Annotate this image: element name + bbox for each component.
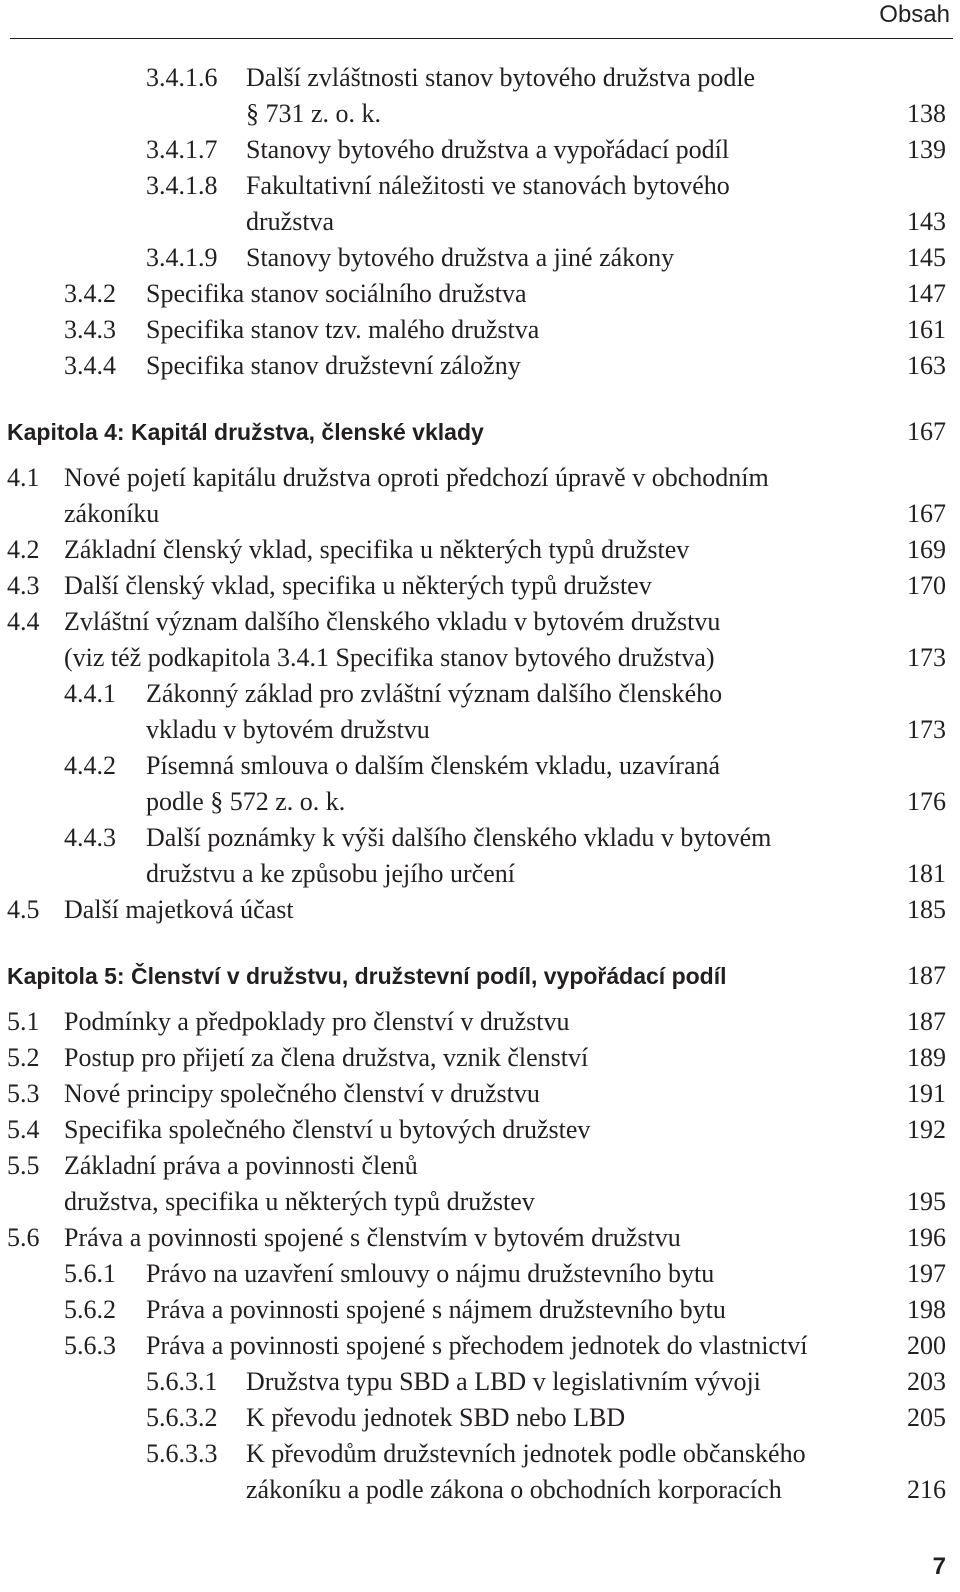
toc-entry-title: zákoníku a podle zákona o obchodních korporacích <box>246 1475 782 1504</box>
toc-entry-number: 5.6.1 <box>64 1259 116 1288</box>
toc-entry[interactable] <box>0 1148 960 1220</box>
toc-entry-title: Fakultativní náležitosti ve stanovách bytového <box>246 171 730 200</box>
toc-entry[interactable] <box>0 276 960 312</box>
toc-entry-page-number: 169 <box>907 535 946 564</box>
toc-entry-page-number: 192 <box>907 1115 946 1144</box>
toc-entry-page-number: 216 <box>907 1475 946 1504</box>
toc-entry[interactable] <box>0 676 960 748</box>
chapter-title: Kapitola 5: Členství v družstvu, družstevní podíl, vypořádací podíl <box>7 963 727 989</box>
toc-entry[interactable] <box>0 532 960 568</box>
toc-entry-title: družstva <box>246 207 335 236</box>
toc-chapter-heading[interactable] <box>0 414 960 450</box>
chapter-title: Kapitola 4: Kapitál družstva, členské vklady <box>7 419 484 445</box>
toc-entry-title: (viz též podkapitola 3.4.1 Specifika stanov bytového družstva) <box>64 643 715 672</box>
toc-entry-title: Specifika stanov tzv. malého družstva <box>146 315 540 344</box>
chapter-spacing <box>0 384 960 414</box>
toc-entry-number: 5.6.3 <box>64 1331 116 1360</box>
toc-entry-number: 5.6 <box>7 1223 40 1252</box>
toc-entry-title: družstvu a ke způsobu jejího určení <box>146 859 515 888</box>
toc-entry[interactable] <box>0 1112 960 1148</box>
toc-entry-page-number: 197 <box>907 1259 946 1288</box>
toc-entry-title: Další poznámky k výši dalšího členského vkladu v bytovém <box>146 823 772 852</box>
toc-entry-page-number: 198 <box>907 1295 946 1324</box>
header-rule <box>10 38 953 39</box>
toc-entry-title: Specifika společného členství u bytových družstev <box>64 1115 591 1144</box>
toc-entry-page-number: 173 <box>907 715 946 744</box>
toc-entry-title: Specifika stanov sociálního družstva <box>146 279 527 308</box>
toc-entry-title: Právo na uzavření smlouvy o nájmu družstevního bytu <box>146 1259 715 1288</box>
toc-entry-number: 5.6.2 <box>64 1295 116 1324</box>
toc-entry-number: 5.5 <box>7 1151 40 1180</box>
toc-entry-title: Písemná smlouva o dalším členském vkladu, uzavíraná <box>146 751 721 780</box>
toc-entry-number: 4.1 <box>7 463 40 492</box>
toc-entry-title: Stanovy bytového družstva a vypořádací podíl <box>246 135 730 164</box>
toc-entry-title: Nové pojetí kapitálu družstva oproti předchozí úpravě v obchodním <box>64 463 769 492</box>
toc-entry-number: 4.5 <box>7 895 40 924</box>
toc-entry-number: 4.2 <box>7 535 40 564</box>
toc-entry[interactable] <box>0 568 960 604</box>
toc-entry-page-number: 185 <box>907 895 946 924</box>
toc-entry[interactable] <box>0 748 960 820</box>
toc-entry-page-number: 170 <box>907 571 946 600</box>
toc-entry-page-number: 167 <box>907 499 946 528</box>
toc-entry-title: Práva a povinnosti spojené s členstvím v bytovém družstvu <box>64 1223 681 1252</box>
toc-entry-title: K převodu jednotek SBD nebo LBD <box>246 1403 626 1432</box>
toc-entry-number: 5.3 <box>7 1079 40 1108</box>
toc-entry-page-number: 195 <box>907 1187 946 1216</box>
toc-entry[interactable] <box>0 892 960 928</box>
toc-entry-number: 3.4.1.7 <box>146 135 218 164</box>
toc-entry[interactable] <box>0 1256 960 1292</box>
toc-entry-title: Základní členský vklad, specifika u některých typů družstev <box>64 535 690 564</box>
toc-entry-page-number: 187 <box>907 1007 946 1036</box>
toc-entry-title: Další členský vklad, specifika u některých typů družstev <box>64 571 652 600</box>
toc-entry[interactable] <box>0 1328 960 1364</box>
toc-entry-title: Zvláštní význam dalšího členského vkladu v bytovém družstvu <box>64 607 721 636</box>
toc-entry[interactable] <box>0 820 960 892</box>
toc-entry-number: 5.6.3.2 <box>146 1403 218 1432</box>
toc-entry-page-number: 163 <box>907 351 946 380</box>
toc-entry-title: Práva a povinnosti spojené s nájmem družstevního bytu <box>146 1295 726 1324</box>
toc-entry-title: Základní práva a povinnosti členů <box>64 1151 418 1180</box>
toc-entry-title: Zákonný základ pro zvláštní význam dalšího členského <box>146 679 723 708</box>
toc-entry-page-number: 196 <box>907 1223 946 1252</box>
toc-entry-title: Práva a povinnosti spojené s přechodem jednotek do vlastnictví <box>146 1331 808 1360</box>
toc-entry-title: Podmínky a předpoklady pro členství v družstvu <box>64 1007 570 1036</box>
running-header-title: Obsah <box>879 1 950 28</box>
chapter-spacing <box>0 994 960 1004</box>
toc-entry-number: 5.2 <box>7 1043 40 1072</box>
toc-entry[interactable] <box>0 240 960 276</box>
toc-entry-title: § 731 z. o. k. <box>246 99 382 128</box>
toc-entry-number: 4.4.2 <box>64 751 116 780</box>
toc-entry[interactable] <box>0 1076 960 1112</box>
toc-entry-number: 3.4.2 <box>64 279 116 308</box>
toc-entry-title: Další zvláštnosti stanov bytového družstva podle <box>246 63 756 92</box>
toc-entry[interactable] <box>0 604 960 676</box>
toc-entry-number: 4.4.1 <box>64 679 116 708</box>
toc-entry[interactable] <box>0 168 960 240</box>
toc-entry-title: Nové principy společného členství v družstvu <box>64 1079 540 1108</box>
toc-entry-number: 5.4 <box>7 1115 40 1144</box>
toc-entry-number: 3.4.1.6 <box>146 63 218 92</box>
chapter-spacing <box>0 928 960 958</box>
toc-chapter-heading[interactable] <box>0 958 960 994</box>
toc-entry-number: 5.6.3.3 <box>146 1439 218 1468</box>
toc-entry-title: zákoníku <box>64 499 160 528</box>
toc-entry-page-number: 203 <box>907 1367 946 1396</box>
toc-entry-page-number: 143 <box>907 207 946 236</box>
toc-entry-page-number: 205 <box>907 1403 946 1432</box>
toc-entry[interactable] <box>0 1364 960 1400</box>
toc-entry-page-number: 200 <box>907 1331 946 1360</box>
toc-entry-number: 4.4 <box>7 607 40 636</box>
table-of-contents <box>0 60 960 1508</box>
toc-entry[interactable] <box>0 312 960 348</box>
chapter-page-number: 187 <box>907 961 946 990</box>
toc-entry[interactable] <box>0 1220 960 1256</box>
toc-entry-title: Specifika stanov družstevní záložny <box>146 351 521 380</box>
toc-entry[interactable] <box>0 1004 960 1040</box>
chapter-spacing <box>0 450 960 460</box>
toc-entry[interactable] <box>0 1436 960 1508</box>
toc-entry-title: vkladu v bytovém družstvu <box>146 715 430 744</box>
toc-entry-title: Stanovy bytového družstva a jiné zákony <box>246 243 675 272</box>
toc-entry-number: 5.6.3.1 <box>146 1367 218 1396</box>
toc-entry-title: družstva, specifika u některých typů družstev <box>64 1187 535 1216</box>
toc-entry-number: 4.3 <box>7 571 40 600</box>
toc-entry[interactable] <box>0 460 960 532</box>
toc-entry[interactable] <box>0 60 960 132</box>
toc-entry-number: 4.4.3 <box>64 823 116 852</box>
toc-entry[interactable] <box>0 348 960 384</box>
toc-entry-title: Další majetková účast <box>64 895 294 924</box>
toc-entry[interactable] <box>0 1040 960 1076</box>
toc-entry-page-number: 189 <box>907 1043 946 1072</box>
toc-entry-title: K převodům družstevních jednotek podle občanského <box>246 1439 806 1468</box>
toc-entry-number: 3.4.4 <box>64 351 116 380</box>
page-number: 7 <box>932 1553 946 1580</box>
toc-entry-number: 3.4.1.9 <box>146 243 218 272</box>
toc-entry-page-number: 138 <box>907 99 946 128</box>
toc-entry-page-number: 145 <box>907 243 946 272</box>
toc-entry-page-number: 147 <box>907 279 946 308</box>
toc-entry-page-number: 161 <box>907 315 946 344</box>
toc-entry-number: 5.1 <box>7 1007 40 1036</box>
toc-entry-title: Družstva typu SBD a LBD v legislativním vývoji <box>246 1367 761 1396</box>
toc-entry-page-number: 191 <box>907 1079 946 1108</box>
toc-entry[interactable] <box>0 1400 960 1436</box>
toc-entry-page-number: 176 <box>907 787 946 816</box>
toc-entry-number: 3.4.3 <box>64 315 116 344</box>
toc-entry-page-number: 139 <box>907 135 946 164</box>
toc-entry-page-number: 181 <box>907 859 946 888</box>
toc-entry-number: 3.4.1.8 <box>146 171 218 200</box>
toc-entry[interactable] <box>0 132 960 168</box>
toc-entry[interactable] <box>0 1292 960 1328</box>
toc-entry-page-number: 173 <box>907 643 946 672</box>
toc-entry-title: podle § 572 z. o. k. <box>146 787 346 816</box>
chapter-page-number: 167 <box>907 417 946 446</box>
toc-entry-title: Postup pro přijetí za člena družstva, vznik členství <box>64 1043 589 1072</box>
